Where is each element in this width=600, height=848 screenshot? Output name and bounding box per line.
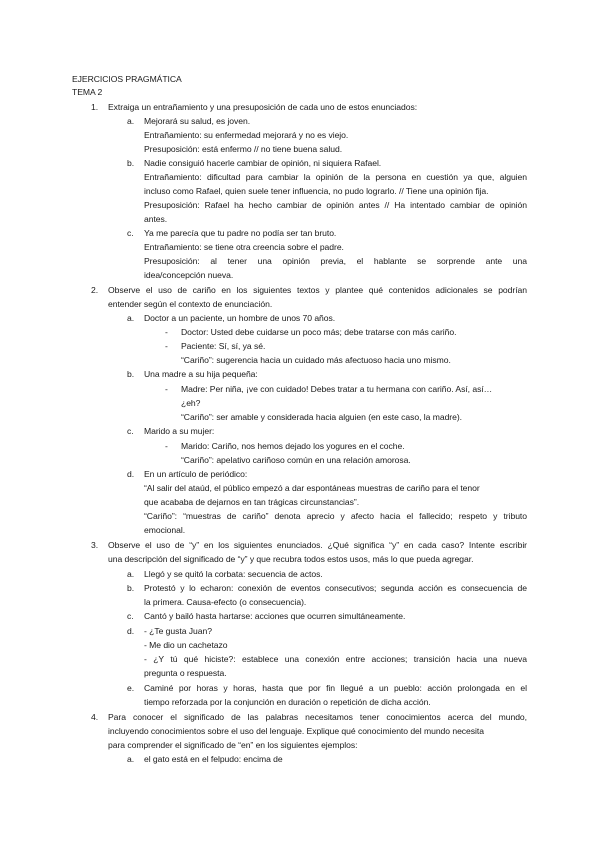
item-letter: e.	[127, 683, 135, 693]
exercise-prompt: Observe el uso de cariño en los siguientes textos y plantee qué contenidos adicionales se podrían	[108, 285, 527, 295]
item-answer-line: antes.	[144, 214, 168, 224]
item-answer-line: Caminé por horas y horas, hasta que por fin llegué a un pueblo: acción prolongada en el	[144, 683, 527, 693]
bullet-marker: -	[165, 327, 168, 337]
item-answer-line: Entrañamiento: se tiene otra creencia sobre el padre.	[144, 242, 344, 252]
item-answer-line: - Me dio un cachetazo	[144, 640, 228, 650]
item-answer-line: - ¿Y tú qué hiciste?: establece una conexión entre acciones; transición hacia una nueva	[144, 654, 527, 664]
item-answer-line: Presuposición: está enfermo // no tiene buena salud.	[144, 144, 343, 154]
exercise-prompt: Observe el uso de “y” en los siguientes enunciados. ¿Qué significa “y” en cada caso? Intente escribir	[108, 540, 527, 550]
exercise-number: 3.	[91, 540, 99, 550]
document-subtitle: TEMA 2	[72, 87, 103, 97]
dialogue-line: Doctor: Usted debe cuidarse un poco más; debe tratarse con más cariño.	[181, 327, 457, 337]
dialogue-line: Madre: Per niña, ¡ve con cuidado! Debes tratar a tu hermana con cariño. Así, así…	[181, 384, 493, 394]
item-letter: c.	[127, 228, 134, 238]
item-letter: a.	[127, 116, 135, 126]
item-statement: En un artículo de periódico:	[144, 469, 248, 479]
quote-line: que acababa de dejarnos en tan trágicas circunstancias”.	[144, 497, 360, 507]
item-letter: d.	[127, 626, 135, 636]
item-answer-line: pregunta o respuesta.	[144, 668, 227, 678]
exercise-number: 4.	[91, 712, 99, 722]
exercise-prompt: entender según el contexto de enunciación.	[108, 299, 273, 309]
exercise-number: 2.	[91, 285, 99, 295]
dialogue-line: Marido: Cariño, nos hemos dejado los yogures en el coche.	[181, 441, 405, 451]
dialogue-line: ¿eh?	[181, 398, 201, 408]
exercise-prompt: Extraiga un entrañamiento y una presuposición de cada uno de estos enunciados:	[108, 102, 418, 112]
item-answer-line: - ¿Te gusta Juan?	[144, 626, 212, 636]
item-answer-line: Llegó y se quitó la corbata: secuencia de actos.	[144, 569, 323, 579]
item-letter: b.	[127, 369, 135, 379]
item-note: emocional.	[144, 525, 186, 535]
exercise-prompt: incluyendo conocimientos sobre el uso del lenguaje. Explique qué conocimiento del mundo necesita	[108, 726, 484, 736]
item-letter: c.	[127, 611, 134, 621]
item-answer-line: Protestó y lo echaron: conexión de eventos consecutivos; segunda acción es consecuencia de	[144, 583, 527, 593]
quote-line: “Al salir del ataúd, el público empezó a dar espontáneas muestras de cariño para el tenor	[144, 483, 480, 493]
item-answer-line: Cantó y bailó hasta hartarse: acciones que ocurren simultáneamente.	[144, 611, 406, 621]
exercise-number: 1.	[91, 102, 99, 112]
item-answer-line: tiempo reforzada por la conjunción en duración o repetición de dicha acción.	[144, 697, 431, 707]
exercise-prompt: una descripción del significado de “y” y que recubra todos estos usos, más lo que pueda agregar.	[108, 554, 474, 564]
bullet-marker: -	[165, 384, 168, 394]
item-statement: Doctor a un paciente, un hombre de unos 70 años.	[144, 313, 336, 323]
item-letter: d.	[127, 469, 135, 479]
item-note: “Cariño”: sugerencia hacia un cuidado más afectuoso hacia uno mismo.	[181, 355, 451, 365]
item-answer-line: incluso como Rafael, quien suele tener influencia, no pudo lograrlo. // Tiene una opinión fija.	[144, 186, 489, 196]
item-letter: a.	[127, 754, 135, 764]
item-statement: Mejorará su salud, es joven.	[144, 116, 251, 126]
item-note: “Cariño”: apelativo cariñoso común en una relación amorosa.	[181, 455, 411, 465]
item-answer-line: Presuposición: Rafael ha hecho cambiar de opinión antes // Ha intentado cambiar de opinión	[144, 200, 527, 210]
exercise-prompt: Para conocer el significado de las palabras necesitamos tener conocimientos acerca del mundo,	[108, 712, 527, 722]
item-answer-line: Entrañamiento: dificultad para cambiar la opinión de la persona en cuestión ya que, alguien	[144, 172, 527, 182]
item-statement: Ya me parecía que tu padre no podía ser tan bruto.	[144, 228, 337, 238]
bullet-marker: -	[165, 441, 168, 451]
item-answer-line: idea/concepción nueva.	[144, 270, 234, 280]
document-title: EJERCICIOS PRAGMÁTICA	[72, 74, 182, 84]
bullet-marker: -	[165, 341, 168, 351]
item-letter: a.	[127, 313, 135, 323]
item-note: “Cariño”: “muestras de cariño” denota aprecio y afecto hacia el fallecido; respeto y tributo	[144, 511, 527, 521]
item-statement: Una madre a su hija pequeña:	[144, 369, 258, 379]
dialogue-line: Paciente: Sí, sí, ya sé.	[181, 341, 266, 351]
item-answer-line: la primera. Causa-efecto (o consecuencia).	[144, 597, 307, 607]
item-statement: Nadie consiguió hacerle cambiar de opinión, ni siquiera Rafael.	[144, 158, 382, 168]
item-note: “Cariño”: ser amable y considerada hacia alguien (en este caso, la madre).	[181, 412, 462, 422]
item-answer-line: Presuposición: al tener una opinión previa, el hablante se sorprende ante una	[144, 256, 527, 266]
item-answer-line: Entrañamiento: su enfermedad mejorará y no es viejo.	[144, 130, 349, 140]
item-statement: Marido a su mujer:	[144, 426, 215, 436]
exercise-prompt: para comprender el significado de “en” en los siguientes ejemplos:	[108, 740, 358, 750]
item-letter: b.	[127, 583, 135, 593]
item-letter: a.	[127, 569, 135, 579]
item-letter: c.	[127, 426, 134, 436]
item-answer-line: el gato está en el felpudo: encima de	[144, 754, 283, 764]
item-letter: b.	[127, 158, 135, 168]
